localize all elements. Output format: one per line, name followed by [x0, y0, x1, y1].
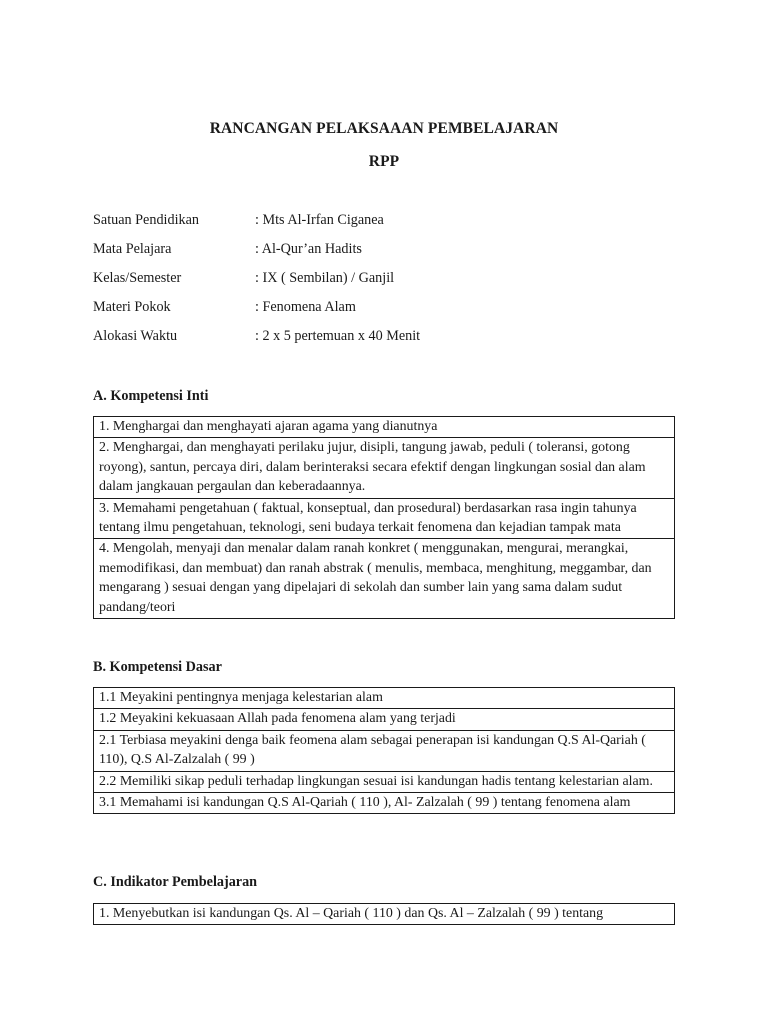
info-row	[93, 241, 693, 270]
document-subtitle: RPP	[368, 153, 400, 170]
table-row	[94, 904, 675, 925]
table-row	[94, 730, 675, 771]
info-row	[93, 328, 693, 357]
table-cell: 3. Memahami pengetahuan ( faktual, konseptual, dan prosedural) berdasarkan rasa ingin tahunya tentang ilmu pengetahuan, teknologi, seni budaya terkait fenomena dan kejadian tampak mata	[94, 498, 675, 539]
info-label: Materi Pokok	[93, 299, 171, 315]
identity-block	[93, 212, 693, 357]
table-cell: 1. Menghargai dan menghayati ajaran agama yang dianutnya	[94, 417, 675, 438]
info-value: : Fenomena Alam	[255, 299, 356, 315]
document-title: RANCANGAN PELAKSAAAN PEMBELAJARAN	[209, 120, 559, 137]
section-heading-kompetensi-dasar: B. Kompetensi Dasar	[93, 659, 222, 675]
info-value: : 2 x 5 pertemuan x 40 Menit	[255, 328, 421, 344]
table-row	[94, 438, 675, 498]
table-cell: 2.1 Terbiasa meyakini denga baik feomena alam sebagai penerapan isi kandungan Q.S Al-Qariah ( 110), Q.S Al-Zalzalah ( 99 )	[94, 730, 675, 771]
table-row	[94, 688, 675, 709]
info-label: Mata Pelajara	[93, 241, 172, 257]
table-cell: 1. Menyebutkan isi kandungan Qs. Al – Qariah ( 110 ) dan Qs. Al – Zalzalah ( 99 ) tentang	[94, 904, 675, 925]
indikator-table	[93, 903, 675, 925]
table-cell: 1.2 Meyakini kekuasaan Allah pada fenomena alam yang terjadi	[94, 709, 675, 730]
section-heading-indikator: C. Indikator Pembelajaran	[93, 874, 258, 890]
info-value: : Mts Al-Irfan Ciganea	[255, 212, 384, 228]
table-cell: 4. Mengolah, menyaji dan menalar dalam ranah konkret ( menggunakan, mengurai, merangkai, memodifikasi, dan membuat) dan ranah abstrak ( menulis, membaca, menghitung, meggambar, dan mengarang ) sesuai dengan yang dipelajari di sekolah dan sumber lain yang sama dalam sudut pandang/teori	[94, 539, 675, 619]
table-cell: 3.1 Memahami isi kandungan Q.S Al-Qariah ( 110 ), Al- Zalzalah ( 99 ) tentang fenomena alam	[94, 793, 675, 814]
kompetensi-inti-table	[93, 416, 675, 619]
table-row	[94, 539, 675, 619]
table-row	[94, 793, 675, 814]
info-row	[93, 212, 693, 241]
table-cell: 2.2 Memiliki sikap peduli terhadap lingkungan sesuai isi kandungan hadis tentang kelestarian alam.	[94, 771, 675, 792]
table-row	[94, 771, 675, 792]
info-label: Kelas/Semester	[93, 270, 182, 286]
table-row	[94, 417, 675, 438]
info-value: : Al-Qur’an Hadits	[255, 241, 362, 257]
section-heading-kompetensi-inti: A. Kompetensi Inti	[93, 388, 209, 404]
table-cell: 1.1 Meyakini pentingnya menjaga kelestarian alam	[94, 688, 675, 709]
table-row	[94, 498, 675, 539]
info-label: Alokasi Waktu	[93, 328, 178, 344]
kompetensi-dasar-table	[93, 687, 675, 814]
info-label: Satuan Pendidikan	[93, 212, 199, 228]
table-cell: 2. Menghargai, dan menghayati perilaku jujur, disipli, tangung jawab, peduli ( toleransi, gotong royong), santun, percaya diri, dalam berinteraksi secara efektif dengan lingkungan sosial dan alam dalam jangkauan pergaulan dan keberadaannya.	[94, 438, 675, 498]
info-row	[93, 270, 693, 299]
info-row	[93, 299, 693, 328]
table-row	[94, 709, 675, 730]
info-value: : IX ( Sembilan) / Ganjil	[255, 270, 395, 286]
